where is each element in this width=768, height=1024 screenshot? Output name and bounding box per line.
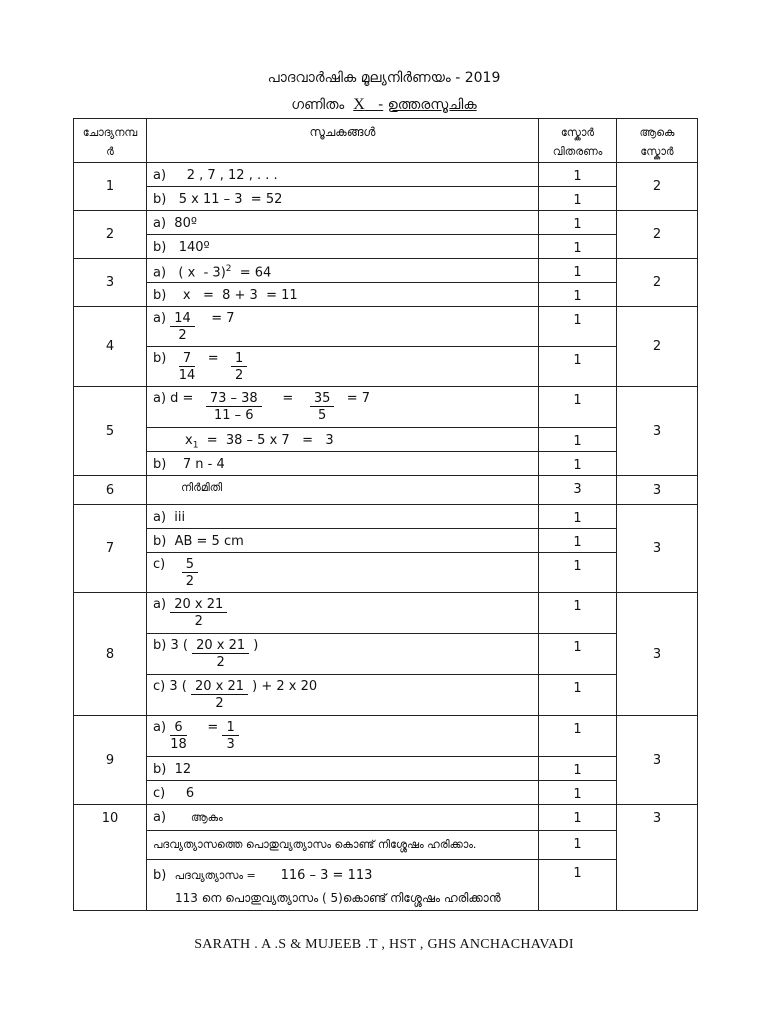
option-label: b)	[153, 351, 167, 366]
numerator: 20 x 21	[191, 679, 248, 695]
score-cell: 1	[539, 505, 617, 529]
total-score: 3	[617, 593, 698, 716]
answer-line: നിർമിതി	[147, 476, 539, 505]
author-footer: SARATH . A .S & MUJEEB .T , HST , GHS ANCHACHAVADI	[194, 937, 574, 952]
total-score: 3	[617, 716, 698, 805]
numerator: 73 – 38	[206, 391, 262, 407]
score-cell: 1	[539, 283, 617, 307]
numerator: 20 x 21	[170, 597, 227, 613]
numerator: 1	[231, 351, 247, 367]
table-row	[74, 860, 698, 911]
table-row	[74, 452, 698, 476]
option-label: c)	[153, 557, 166, 572]
col-score-distribution	[539, 119, 617, 163]
question-number: 7	[74, 505, 147, 593]
score-cell: 1	[539, 716, 617, 757]
table-row	[74, 187, 698, 211]
score-cell: 1	[539, 307, 617, 347]
answer-key-label: ഉത്തരസൂചിക	[387, 97, 477, 113]
title-dash: -	[378, 97, 384, 113]
table-row	[74, 553, 698, 593]
total-score: 3	[617, 505, 698, 593]
table-row	[74, 716, 698, 757]
numerator: 1	[222, 720, 238, 736]
subject-label: ഗണിതം	[291, 97, 345, 113]
exponent: 2	[225, 264, 232, 274]
answer-line: b) x = 8 + 3 = 11	[147, 283, 539, 307]
expr-text: x	[185, 433, 193, 448]
answer-line	[147, 634, 539, 675]
table-row	[74, 283, 698, 307]
option-label: a)	[153, 720, 167, 735]
header-row	[74, 119, 698, 163]
numerator: 5	[182, 557, 198, 573]
option-label: a) d =	[153, 391, 194, 406]
denominator: 2	[178, 328, 187, 343]
col-qno-line2: ർ	[106, 145, 114, 158]
col-qno-line1: ചോദ്യനമ്പ	[82, 126, 138, 139]
expr-text: =	[207, 351, 219, 366]
expr-text: = 38 – 5 x 7 = 3	[198, 433, 334, 448]
table-row	[74, 347, 698, 387]
score-cell: 1	[539, 259, 617, 283]
denominator: 2	[215, 696, 224, 711]
fraction	[310, 391, 335, 424]
answer-line: പദവ്യത്യാസത്തെ പൊതുവ്യത്യാസം കൊണ്ട് നിശ്ശേഷം ഹരിക്കാം.	[147, 831, 539, 860]
option-label: b) 3 (	[153, 638, 188, 653]
answer-continuation	[153, 891, 501, 906]
score-cell: 1	[539, 452, 617, 476]
table-row	[74, 163, 698, 187]
denominator: 18	[170, 737, 187, 752]
table-row	[74, 476, 698, 505]
score-cell: 1	[539, 235, 617, 259]
answer-line: b) 5 x 11 – 3 = 52	[147, 187, 539, 211]
score-cell: 1	[539, 553, 617, 593]
question-number: 3	[74, 259, 147, 307]
table-row	[74, 529, 698, 553]
denominator: 2	[194, 614, 203, 629]
option-label: c) 3 (	[153, 679, 187, 694]
score-cell: 1	[539, 211, 617, 235]
expr-text: )	[253, 638, 259, 653]
expr-text: =	[282, 391, 294, 406]
table-row	[74, 235, 698, 259]
total-score: 2	[617, 259, 698, 307]
score-cell: 1	[539, 163, 617, 187]
table-row	[74, 211, 698, 235]
table-row	[74, 307, 698, 347]
score-cell: 1	[539, 757, 617, 781]
numerator: 14	[170, 311, 195, 327]
question-number: 9	[74, 716, 147, 805]
total-score: 2	[617, 163, 698, 211]
denominator: 3	[226, 737, 235, 752]
score-cell: 1	[539, 860, 617, 911]
col-question-number	[74, 119, 147, 163]
score-cell: 1	[539, 634, 617, 675]
denominator: 11 – 6	[214, 408, 254, 423]
expr-text: 113 നെ പൊതുവ്യത്യാസം ( 5)കൊണ്ട് നിശ്ശേഷം ഹരിക്കാൻ	[175, 891, 501, 905]
table-row	[74, 428, 698, 452]
answer-line: a) 2 , 7 , 12 , . . .	[147, 163, 539, 187]
fraction	[192, 638, 249, 671]
option-label: b)	[153, 868, 167, 883]
col-indicators	[147, 119, 539, 163]
answer-line: a) iii	[147, 505, 539, 529]
fraction	[206, 391, 262, 424]
numerator: 6	[170, 720, 187, 736]
table-row	[74, 387, 698, 428]
fraction	[191, 679, 248, 712]
total-score: 3	[617, 805, 698, 911]
answer-line	[147, 428, 539, 452]
table-row	[74, 781, 698, 805]
document-subtitle	[0, 96, 768, 114]
score-cell: 1	[539, 428, 617, 452]
score-cell: 1	[539, 805, 617, 831]
denominator: 2	[185, 574, 195, 589]
expr-text: = 64	[231, 265, 272, 281]
class-label: X	[353, 96, 365, 113]
fraction	[170, 311, 195, 344]
question-number: 4	[74, 307, 147, 387]
denominator: 14	[178, 368, 196, 383]
answer-key-table	[73, 118, 698, 911]
fraction	[182, 557, 198, 590]
fraction	[179, 351, 196, 384]
subscript: 1	[192, 440, 199, 451]
score-cell: 3	[539, 476, 617, 505]
score-cell: 1	[539, 781, 617, 805]
question-number: 8	[74, 593, 147, 716]
question-number: 1	[74, 163, 147, 211]
table-row	[74, 505, 698, 529]
score-cell: 1	[539, 387, 617, 428]
col-total-line2: സ്കോർ	[640, 145, 674, 158]
answer-line: b) 140º	[147, 235, 539, 259]
numerator: 7	[179, 351, 196, 367]
expr-text: a) ( x - 3)	[153, 265, 226, 281]
total-score: 3	[617, 476, 698, 505]
answer-line	[147, 716, 539, 757]
fraction	[222, 720, 238, 753]
total-score: 3	[617, 387, 698, 476]
expr-text: = 7	[346, 391, 371, 406]
document-title: പാദവാർഷിക മൂല്യനിർണയം - 2019	[267, 70, 501, 86]
denominator: 5	[317, 408, 327, 423]
expr-text: = 7	[211, 311, 235, 326]
question-number: 10	[74, 805, 147, 911]
answer-line	[147, 307, 539, 347]
expr-text: പദവ്യത്യാസം =	[174, 869, 256, 882]
answer-line	[147, 805, 539, 831]
table-row	[74, 805, 698, 831]
option-label: a)	[153, 810, 167, 825]
answer-line	[147, 259, 539, 283]
fraction	[231, 351, 247, 384]
table-row	[74, 634, 698, 675]
table-row	[74, 757, 698, 781]
fraction	[170, 597, 227, 630]
option-label: a)	[153, 597, 167, 612]
denominator: 2	[216, 655, 225, 670]
fraction	[170, 720, 187, 753]
answer-line: b) 7 n - 4	[147, 452, 539, 476]
option-label: a)	[153, 311, 167, 326]
question-number: 6	[74, 476, 147, 505]
answer-line: c) 6	[147, 781, 539, 805]
question-number: 2	[74, 211, 147, 259]
answer-line	[147, 593, 539, 634]
score-cell: 1	[539, 347, 617, 387]
col-total-line1: ആകെ	[639, 126, 675, 139]
expr-text: ആകം	[190, 811, 223, 824]
denominator: 2	[235, 368, 244, 383]
score-cell: 1	[539, 187, 617, 211]
col-score-line2: വിതരണം	[552, 145, 603, 158]
table-row	[74, 675, 698, 716]
expr-text: =	[207, 720, 219, 735]
answer-line: b) AB = 5 cm	[147, 529, 539, 553]
total-score: 2	[617, 307, 698, 387]
col-score-line1: സ്കോർ	[560, 126, 595, 139]
col-total-score	[617, 119, 698, 163]
score-cell: 1	[539, 593, 617, 634]
numerator: 20 x 21	[192, 638, 249, 654]
numerator: 35	[310, 391, 335, 407]
col-indicators-label: സൂചകങ്ങൾ	[309, 125, 376, 139]
question-number: 5	[74, 387, 147, 476]
expr-text: 116 – 3 = 113	[280, 868, 373, 883]
expr-text: ) + 2 x 20	[252, 679, 318, 694]
answer-line	[147, 675, 539, 716]
table-row	[74, 593, 698, 634]
answer-line	[147, 860, 539, 911]
answer-line	[147, 553, 539, 593]
table-row	[74, 259, 698, 283]
score-cell: 1	[539, 529, 617, 553]
answer-line: b) 12	[147, 757, 539, 781]
answer-line	[147, 387, 539, 428]
table-row	[74, 831, 698, 860]
answer-line	[147, 347, 539, 387]
answer-line: a) 80º	[147, 211, 539, 235]
score-cell: 1	[539, 831, 617, 860]
score-cell: 1	[539, 675, 617, 716]
total-score: 2	[617, 211, 698, 259]
